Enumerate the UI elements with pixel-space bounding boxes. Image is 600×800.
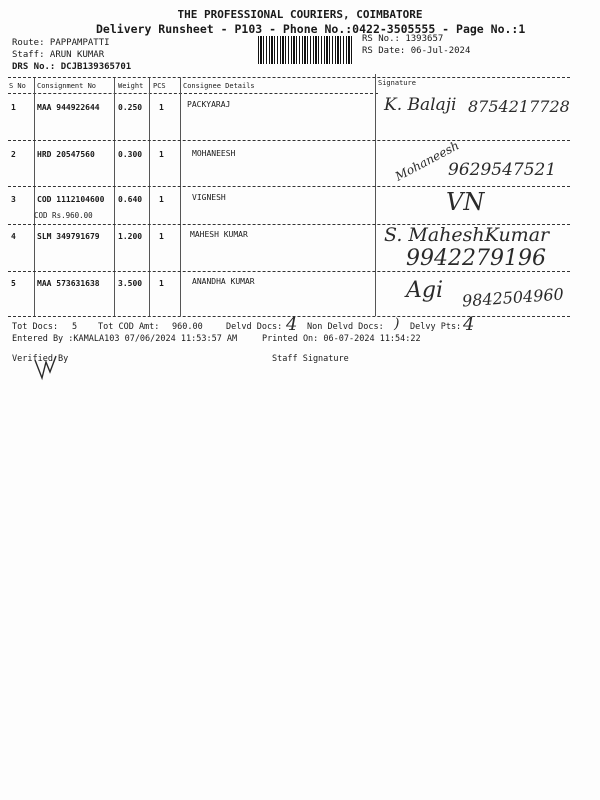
- row-3-consignment: COD 1112104600: [37, 195, 105, 204]
- col-divider: [114, 78, 115, 316]
- delvy-pts-label: Delvy Pts:: [410, 322, 462, 332]
- row-3-pcs: 1: [159, 195, 164, 204]
- row-5-sno: 5: [11, 279, 16, 288]
- row-2-signature: Mohaneesh: [392, 138, 462, 184]
- staff: Staff: ARUN KUMAR: [12, 50, 105, 60]
- tot-docs-label: Tot Docs:: [12, 322, 59, 332]
- row-5-consignment: MAA 573631638: [37, 279, 100, 288]
- row-1-weight: 0.250: [118, 103, 143, 112]
- col-divider: [34, 78, 35, 316]
- row-4-sno: 4: [11, 232, 16, 241]
- verified-signature: [32, 352, 62, 382]
- rs-number: RS No.: 1393657: [362, 34, 444, 44]
- col-consignment: Consignment No: [37, 82, 97, 90]
- row-5-consignee: ANANDHA KUMAR: [192, 277, 255, 286]
- row-3-consignee: VIGNESH: [192, 193, 226, 202]
- row-2-weight: 0.300: [118, 150, 143, 159]
- row-1-pcs: 1: [159, 103, 164, 112]
- row-2-phone: 9629547521: [448, 160, 557, 180]
- row-4-signature: S. MaheshKumar: [384, 224, 550, 246]
- col-divider: [149, 78, 150, 316]
- barcode: [258, 36, 354, 64]
- row-3-sno: 3: [11, 195, 16, 204]
- row-2-pcs: 1: [159, 150, 164, 159]
- row-2-sno: 2: [11, 150, 16, 159]
- entered-by: Entered By :KAMALA103 07/06/2024 11:53:57 AM: [12, 334, 238, 344]
- staff-signature-label: Staff Signature: [272, 354, 349, 364]
- row-2-consignee: MOHANEESH: [192, 149, 236, 158]
- table-top-rule: [8, 77, 570, 78]
- row-5-signature: Agi: [406, 278, 444, 303]
- company-title: THE PROFESSIONAL COURIERS, COIMBATORE: [177, 8, 423, 21]
- row-2-consignment: HRD 20547560: [37, 150, 95, 159]
- row-4-consignment: SLM 349791679: [37, 232, 100, 241]
- row-1-signature: K. Balaji: [384, 95, 457, 115]
- verified-by-label: Verified By: [12, 354, 69, 364]
- row-divider: [8, 186, 570, 187]
- tot-cod-value: 960.00: [172, 322, 203, 332]
- tot-cod-label: Tot COD Amt:: [98, 322, 160, 332]
- header-bottom-rule: [8, 93, 378, 94]
- row-1-consignee: PACKYARAJ: [187, 100, 231, 109]
- delvd-docs-label: Delvd Docs:: [226, 322, 283, 332]
- row-3-weight: 0.640: [118, 195, 143, 204]
- row-1-consignment: MAA 944922644: [37, 103, 100, 112]
- col-sno: S No: [9, 82, 26, 90]
- non-delvd-docs-value: ): [394, 316, 400, 332]
- col-pcs: PCS: [153, 82, 166, 90]
- row-5-phone: 9842504960: [461, 284, 565, 311]
- row-divider: [8, 140, 570, 141]
- delvd-docs-value: 4: [286, 314, 298, 335]
- row-5-pcs: 1: [159, 279, 164, 288]
- row-divider: [8, 271, 570, 272]
- col-divider: [375, 74, 376, 316]
- row-4-pcs: 1: [159, 232, 164, 241]
- printed-on: Printed On: 06-07-2024 11:54:22: [262, 334, 421, 344]
- col-divider: [180, 78, 181, 316]
- col-consignee: Consignee Details: [183, 82, 255, 90]
- row-4-consignee: MAHESH KUMAR: [190, 230, 248, 239]
- row-4-weight: 1.200: [118, 232, 143, 241]
- runsheet-title: Delivery Runsheet - P103 - Phone No.:0422-3505555 - Page No.:1: [96, 22, 526, 36]
- row-3-signature: VN: [446, 188, 485, 216]
- row-3-cod-note: COD Rs.960.00: [34, 211, 93, 220]
- non-delvd-docs-label: Non Delvd Docs:: [307, 322, 384, 332]
- col-signature: Signature: [378, 79, 416, 87]
- row-1-phone: 8754217728: [468, 97, 570, 116]
- rs-date: RS Date: 06-Jul-2024: [362, 46, 471, 56]
- col-weight: Weight: [118, 82, 144, 90]
- row-1-sno: 1: [11, 103, 16, 112]
- tot-docs-value: 5: [72, 322, 78, 332]
- drs-number: DRS No.: DCJB139365701: [12, 62, 132, 72]
- row-4-phone: 9942279196: [406, 246, 546, 271]
- route: Route: PAPPAMPATTI: [12, 38, 110, 48]
- row-5-weight: 3.500: [118, 279, 143, 288]
- delvy-pts-value: 4: [463, 314, 475, 335]
